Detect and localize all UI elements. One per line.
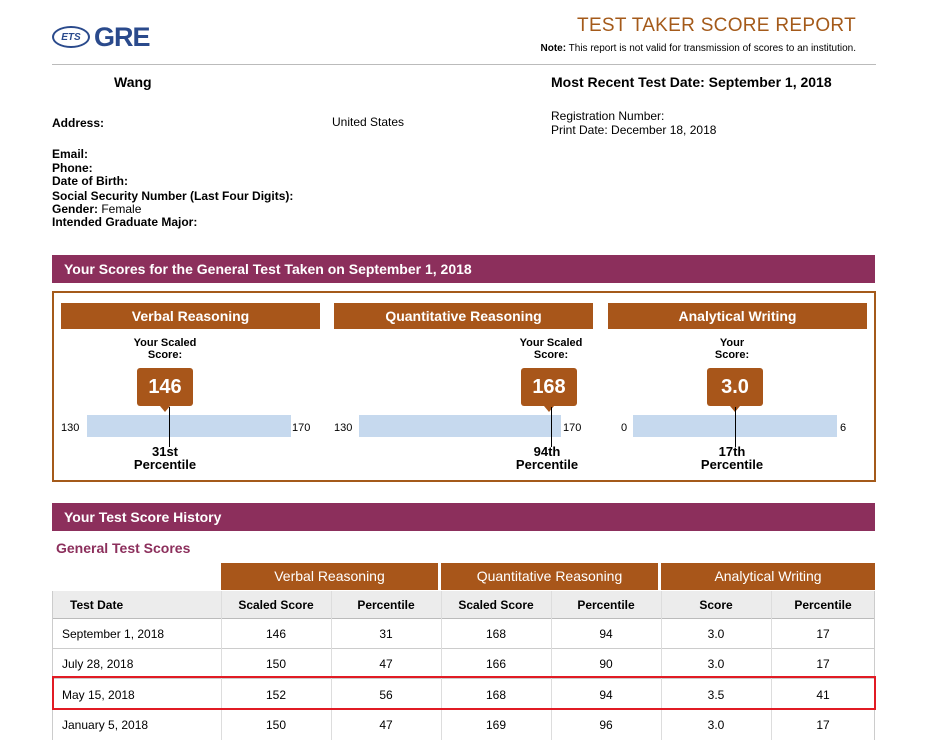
- info-email: Email:: [52, 147, 89, 161]
- history-group-quant: Quantitative Reasoning: [441, 563, 658, 590]
- quant-score-badge: 168: [521, 368, 577, 406]
- note-text: This report is not valid for transmission of scores to an institution.: [566, 43, 856, 54]
- cell-quant-scaled: 168: [485, 626, 507, 641]
- registration-number: Registration Number:: [551, 109, 665, 123]
- general-test-scores-title: General Test Scores: [56, 540, 191, 556]
- col-writing-score: Score: [699, 597, 733, 612]
- column-separator: [221, 591, 222, 740]
- verbal-range-min: 130: [61, 422, 80, 434]
- column-separator: [661, 591, 662, 740]
- column-separator: [771, 591, 772, 740]
- candidate-name: Wang: [114, 74, 152, 90]
- writing-score-badge: 3.0: [707, 368, 763, 406]
- cell-verbal-percentile: 47: [379, 656, 393, 671]
- cell-quant-scaled: 169: [485, 718, 507, 732]
- table-border-right: [874, 591, 875, 740]
- cell-verbal-scaled: 146: [265, 626, 287, 641]
- quant-score-range-bar: [359, 415, 561, 437]
- quant-range-max: 170: [563, 422, 582, 434]
- print-date: Print Date: December 18, 2018: [551, 123, 717, 137]
- col-writing-percentile: Percentile: [794, 597, 852, 612]
- verbal-panel-title: Verbal Reasoning: [61, 303, 320, 329]
- writing-score-marker: [735, 407, 736, 447]
- column-separator: [441, 591, 442, 740]
- cell-quant-scaled: 168: [485, 687, 507, 702]
- cell-writing-percentile: 17: [816, 626, 830, 641]
- cell-date: July 28, 2018: [62, 656, 134, 671]
- cell-quant-scaled: 166: [485, 656, 507, 671]
- cell-writing-score: 3.0: [707, 656, 725, 671]
- info-phone: Phone:: [52, 161, 93, 175]
- writing-percentile: 17th Percentile: [700, 444, 764, 472]
- info-gender: Gender: Female: [52, 202, 142, 216]
- writing-panel-title: Analytical Writing: [608, 303, 867, 329]
- most-recent-test-date: Most Recent Test Date: September 1, 2018: [551, 74, 832, 90]
- gre-logo-text: GRE: [94, 21, 150, 52]
- col-verbal-percentile: Percentile: [357, 597, 415, 612]
- quant-percentile: 94th Percentile: [515, 444, 579, 472]
- cell-date: January 5, 2018: [62, 718, 149, 732]
- column-separator: [551, 591, 552, 740]
- verbal-score-badge: 146: [137, 368, 193, 406]
- col-test-date: Test Date: [70, 597, 124, 612]
- cell-writing-percentile: 17: [816, 718, 830, 732]
- col-quant-percentile: Percentile: [577, 597, 635, 612]
- scores-section-title: Your Scores for the General Test Taken on September 1, 2018: [52, 255, 875, 283]
- cell-writing-score: 3.5: [707, 687, 725, 702]
- cell-quant-percentile: 94: [599, 687, 613, 702]
- table-header-row: [52, 591, 875, 619]
- address-value: United States: [332, 115, 405, 129]
- col-verbal-scaled: Scaled Score: [238, 597, 314, 612]
- cell-verbal-percentile: 47: [379, 718, 393, 732]
- cell-date: May 15, 2018: [62, 687, 135, 702]
- cell-date: September 1, 2018: [62, 626, 165, 641]
- info-ssn: Social Security Number (Last Four Digits):: [52, 189, 294, 203]
- cell-quant-percentile: 90: [599, 656, 613, 671]
- cell-verbal-scaled: 150: [265, 718, 287, 732]
- quant-score-panel: [334, 303, 593, 473]
- cell-writing-percentile: 41: [816, 687, 830, 702]
- cell-quant-percentile: 96: [599, 718, 613, 732]
- verbal-percentile: 31st Percentile: [133, 444, 197, 472]
- column-separator: [331, 591, 332, 740]
- header-divider: [52, 64, 876, 65]
- quant-range-min: 130: [334, 422, 353, 434]
- verbal-score-marker: [169, 407, 170, 447]
- info-dob: Date of Birth:: [52, 174, 128, 188]
- address-label: Address:: [52, 116, 105, 130]
- cell-writing-score: 3.0: [707, 626, 725, 641]
- report-title: TEST TAKER SCORE REPORT: [577, 15, 856, 36]
- quant-badge-pointer: [544, 406, 554, 412]
- cell-verbal-scaled: 150: [265, 656, 287, 671]
- info-major: Intended Graduate Major:: [52, 215, 198, 229]
- report-note: [540, 43, 856, 54]
- cell-writing-percentile: 17: [816, 656, 830, 671]
- cell-verbal-scaled: 152: [265, 687, 287, 702]
- cell-verbal-percentile: 31: [379, 626, 393, 641]
- writing-range-min: 0: [621, 422, 628, 434]
- verbal-range-max: 170: [292, 422, 311, 434]
- history-group-writing: Analytical Writing: [661, 563, 875, 590]
- gre-logo: [52, 22, 150, 52]
- cell-writing-score: 3.0: [707, 718, 725, 732]
- quant-panel-title: Quantitative Reasoning: [334, 303, 593, 329]
- history-section-title: Your Test Score History: [52, 503, 875, 531]
- history-group-verbal: Verbal Reasoning: [221, 563, 438, 590]
- cell-quant-percentile: 94: [599, 626, 613, 641]
- writing-score-label: Your Score:: [714, 337, 750, 361]
- scores-box: [52, 291, 876, 482]
- verbal-score-panel: [61, 303, 320, 473]
- ets-logo-icon: ETS: [52, 26, 90, 48]
- quant-score-marker: [551, 407, 552, 447]
- writing-score-panel: [608, 303, 867, 473]
- table-row: [52, 619, 875, 649]
- table-row: [52, 649, 875, 679]
- col-quant-scaled: Scaled Score: [458, 597, 534, 612]
- writing-range-max: 6: [840, 422, 847, 434]
- table-border-left: [52, 591, 53, 740]
- cell-verbal-percentile: 56: [379, 687, 393, 702]
- quant-score-label: Your Scaled Score:: [519, 337, 583, 361]
- verbal-score-label: Your Scaled Score:: [133, 337, 197, 361]
- verbal-score-range-bar: [87, 415, 291, 437]
- note-label: Note:: [540, 43, 567, 54]
- highlighted-row-outline: [52, 676, 876, 710]
- table-row: [52, 710, 875, 740]
